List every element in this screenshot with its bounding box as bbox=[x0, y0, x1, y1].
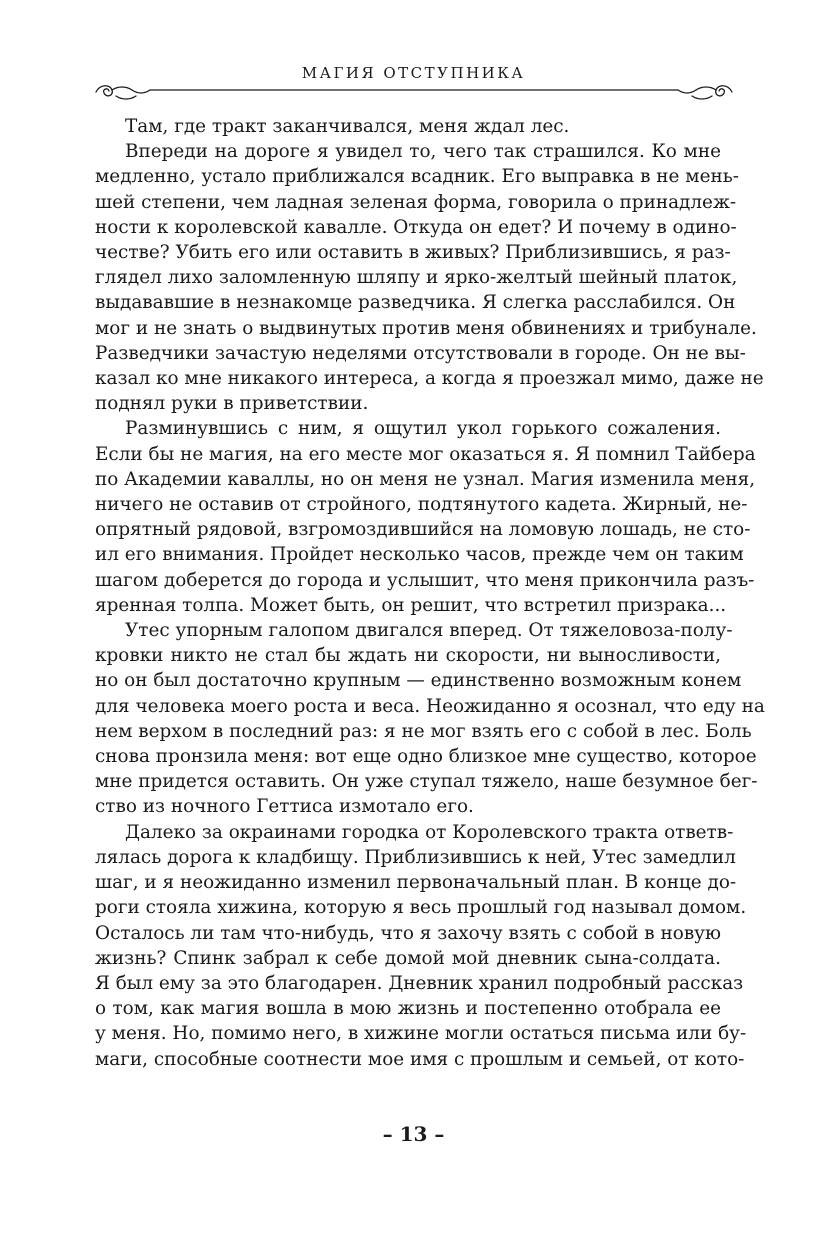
text-line: Разведчики зачастую неделями отсутствовали в городе. Он не вы- bbox=[95, 342, 746, 364]
paragraph-1 bbox=[95, 114, 721, 139]
text-line: по Академии каваллы, но он меня не узнал. Магия изменила меня, bbox=[95, 468, 756, 490]
text-line: роги стояла хижина, которую я весь прошлый год называл домом. bbox=[95, 897, 747, 919]
text-line: Если бы не магия, на его месте мог оказаться я. Я помнил Тайбера bbox=[95, 443, 756, 465]
page-number: – 13 – bbox=[382, 1122, 445, 1146]
text-line: но он был достаточно крупным — единственно возможным конем bbox=[95, 670, 742, 692]
text-line: лялась дорога к кладбищу. Приблизившись к ней, Утес замедлил bbox=[95, 846, 736, 868]
text-line: шей степени, чем ладная зеленая форма, говорила о принадлеж- bbox=[95, 191, 737, 213]
text-line: маги, способные соотнести мое имя с прошлым и семьей, от кото- bbox=[95, 1048, 745, 1070]
text-line: о том, как магия вошла в мою жизнь и постепенно отобрала ее bbox=[95, 998, 721, 1020]
text-line: опрятный рядовой, взгромоздившийся на ломовую лошадь, не сто- bbox=[95, 519, 751, 541]
text-line: кровки никто не стал бы ждать ни скорости, ни выносливости, bbox=[95, 645, 721, 667]
text-line: ности к королевской кавалле. Откуда он едет? И почему в одино- bbox=[95, 216, 737, 238]
text-line: яренная толпа. Может быть, он решит, что встретил призрака... bbox=[95, 594, 727, 616]
page-body bbox=[95, 114, 765, 1072]
text-line: шагом доберется до города и услышит, что меня прикончила разъ- bbox=[95, 569, 755, 591]
text-line: выдававшие в незнакомце разведчика. Я слегка расслабился. Он bbox=[95, 292, 736, 314]
text-line: Осталось ли там что-нибудь, что я захочу взять с собой в новую bbox=[95, 922, 722, 944]
text-line: жизнь? Спинк забрал к себе домой мой дневник сына-солдата. bbox=[95, 947, 721, 969]
text-line: ил его внимания. Пройдет несколько часов, прежде чем он таким bbox=[95, 544, 744, 566]
header-ornament bbox=[92, 78, 736, 108]
text-line: Я был ему за это благодарен. Дневник хранил подробный рассказ bbox=[95, 972, 744, 994]
text-line: снова пронзила меня: вот еще одно близкое мне существо, которое bbox=[95, 746, 757, 768]
running-header-title: МАГИЯ ОТСТУПНИКА bbox=[301, 64, 526, 82]
paragraph-3 bbox=[95, 416, 756, 618]
text-line: у меня. Но, помимо него, в хижине могли остаться письма или бу- bbox=[95, 1023, 747, 1045]
text-line: медленно, устало приближался всадник. Его выправка в не мень- bbox=[95, 166, 739, 188]
text-line: нем верхом в последний раз: я не мог взять его с собой в лес. Боль bbox=[95, 720, 752, 742]
text-line: казал ко мне никакого интереса, а когда я проезжал мимо, даже не bbox=[95, 368, 764, 390]
text-line: Там, где тракт заканчивался, меня ждал лес. bbox=[125, 116, 570, 137]
text-line: Впереди на дороге я увидел то, чего так страшился. Ко мне bbox=[125, 141, 721, 163]
text-line: Далеко за окраинами городка от Королевского тракта ответв- bbox=[125, 821, 734, 843]
paragraph-5 bbox=[95, 820, 747, 1072]
text-line: мог и не знать о выдвинутых против меня обвинениях и трибунале. bbox=[95, 317, 757, 339]
text-line: Утес упорным галопом двигался вперед. От тяжеловоза-полу- bbox=[125, 620, 733, 642]
text-line: шаг, и я неожиданно изменил первоначальный план. В конце до- bbox=[95, 872, 737, 894]
paragraph-2 bbox=[95, 139, 764, 416]
text-line: поднял руки в приветствии. bbox=[95, 393, 369, 415]
text-line: Разминувшись с ним, я ощутил укол горького сожаления. bbox=[125, 418, 721, 440]
text-line: ство из ночного Геттиса измотало его. bbox=[95, 796, 474, 818]
text-line: честве? Убить его или оставить в живых? Приблизившись, я раз- bbox=[95, 242, 731, 264]
text-line: мне придется оставить. Он уже ступал тяжело, наше безумное бег- bbox=[95, 771, 758, 793]
text-line: ничего не оставив от стройного, подтянутого кадета. Жирный, не- bbox=[95, 494, 748, 516]
text-line: глядел лихо заломленную шляпу и ярко-желтый шейный платок, bbox=[95, 267, 738, 289]
text-line: для человека моего роста и веса. Неожиданно я осознал, что еду на bbox=[95, 695, 765, 717]
paragraph-4 bbox=[95, 618, 765, 820]
